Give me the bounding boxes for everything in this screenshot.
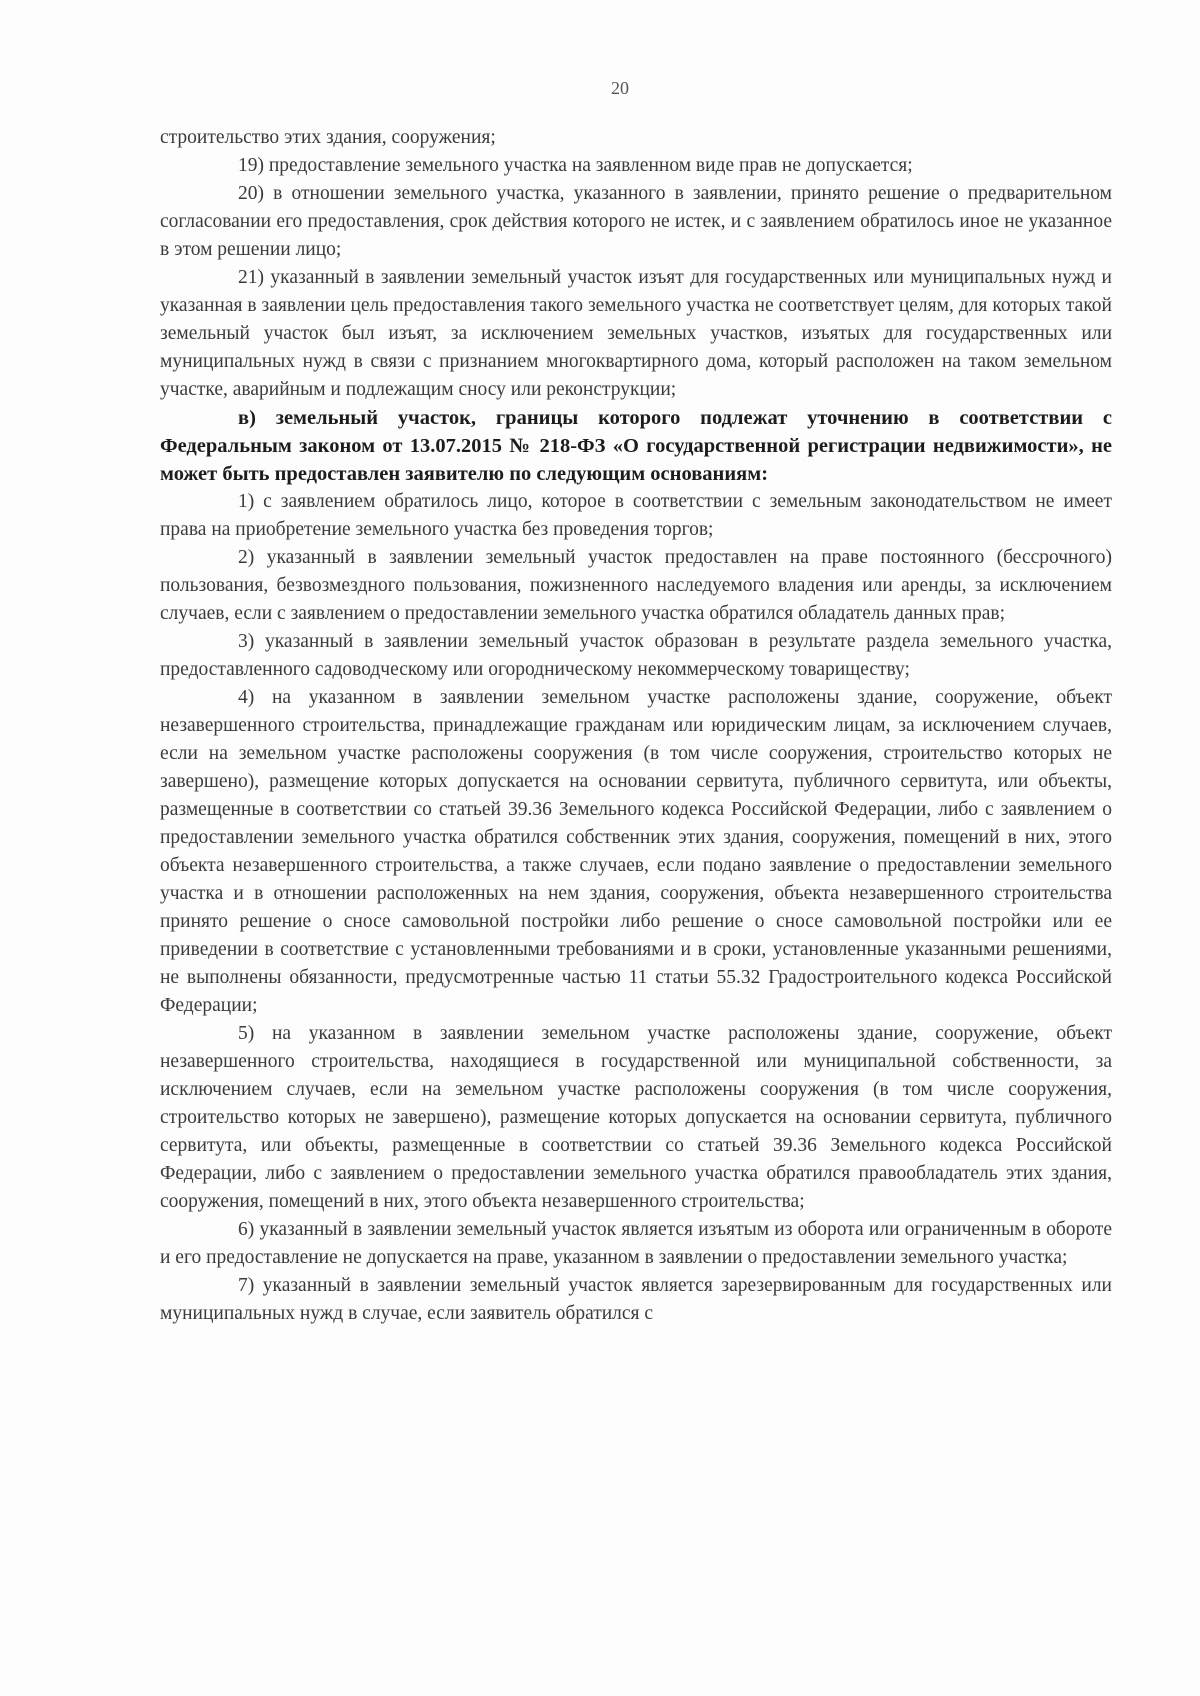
paragraph-item-21: 21) указанный в заявлении земельный участок изъят для государственных или муниципальных нужд и указанная в заявлении цель предоставления такого земельного участка не соответствует целям, для которых такой земельный участок был изъят, за исключением земельных участков, изъятых для государственных или муниципальных нужд в связи с признанием многоквартирного дома, который расположен на таком земельном участке, аварийным и подлежащим сносу или реконструкции; [160,267,1112,400]
paragraph-item-2: 2) указанный в заявлении земельный участок предоставлен на праве постоянного (бессрочного) пользования, безвозмездного пользования, пожизненного наследуемого владения или аренды, за исключением случаев, если с заявлением о предоставлении земельного участка обратился обладатель данных прав; [160,547,1112,624]
paragraph-item-1: 1) с заявлением обратилось лицо, которое в соответствии с земельным законодательством не имеет права на приобретение земельного участка без проведения торгов; [160,491,1112,540]
paragraph-item-4: 4) на указанном в заявлении земельном участке расположены здание, сооружение, объект незавершенного строительства, принадлежащие гражданам или юридическим лицам, за исключением случаев, если на земельном участке расположены сооружения (в том числе сооружения, строительство которых не завершено), размещение которых допускается на основании сервитута, публичного сервитута, или объекты, размещенные в соответствии со статьей 39.36 Земельного кодекса Российской Федерации, либо с заявлением о предоставлении земельного участка обратился собственник этих здания, сооружения, помещений в них, этого объекта незавершенного строительства, а также случаев, если подано заявление о предоставлении земельного участка и в отношении расположенных на нем здания, сооружения, объекта незавершенного строительства принято решение о сносе самовольной постройки либо решение о сносе самовольной постройки или ее приведении в соответствие с установленными требованиями и в сроки, установленные указанными решениями, не выполнены обязанности, предусмотренные частью 11 статьи 55.32 Градостроительного кодекса Российской Федерации; [160,687,1112,1016]
paragraph-item-7: 7) указанный в заявлении земельный участок является зарезервированным для государственных или муниципальных нужд в случае, если заявитель обратился с [160,1275,1112,1324]
paragraph-item-3: 3) указанный в заявлении земельный участок образован в результате раздела земельного участка, предоставленного садоводческому или огородническому некоммерческому товариществу; [160,631,1112,680]
section-heading-v: в) земельный участок, границы которого подлежат уточнению в соответствии с Федеральным законом от 13.07.2015 № 218-ФЗ «О государственной регистрации недвижимости», не может быть предоставлен заявителю по следующим основаниям: [160,407,1112,485]
paragraph-continuation: строительство этих здания, сооружения; [160,127,496,148]
page-number: 20 [611,78,629,98]
document-body [160,124,1112,1328]
paragraph-item-20: 20) в отношении земельного участка, указанного в заявлении, принято решение о предварительном согласовании его предоставления, срок действия которого не истек, и с заявлением обратилось иное не указанное в этом решении лицо; [160,183,1112,260]
paragraph-item-19: 19) предоставление земельного участка на заявленном виде прав не допускается; [238,155,913,176]
paragraph-item-5: 5) на указанном в заявлении земельном участке расположены здание, сооружение, объект незавершенного строительства, находящиеся в государственной или муниципальной собственности, за исключением случаев, если на земельном участке расположены сооружения (в том числе сооружения, строительство которых не завершено), размещение которых допускается на основании сервитута, публичного сервитута, или объекты, размещенные в соответствии со статьей 39.36 Земельного кодекса Российской Федерации, либо с заявлением о предоставлении земельного участка обратился правообладатель этих здания, сооружения, помещений в них, этого объекта незавершенного строительства; [160,1023,1112,1212]
paragraph-item-6: 6) указанный в заявлении земельный участок является изъятым из оборота или ограниченным в обороте и его предоставление не допускается на праве, указанном в заявлении о предоставлении земельного участка; [160,1219,1112,1268]
